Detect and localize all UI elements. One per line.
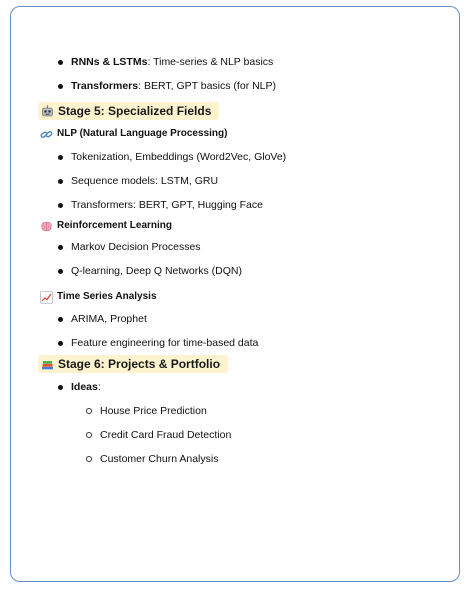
section-title: NLP (Natural Language Processing) <box>57 128 228 139</box>
bullet <box>58 317 63 322</box>
list-item-rest: : Time-series & NLP basics <box>147 56 274 68</box>
bullet <box>58 203 63 208</box>
list-item-text: Sequence models: LSTM, GRU <box>71 175 219 187</box>
section-heading-time-series <box>40 290 157 304</box>
sub-list-item-text: House Price Prediction <box>100 405 207 417</box>
list-item-text: ARIMA, Prophet <box>71 313 147 325</box>
bullet <box>58 155 63 160</box>
circle-bullet <box>86 432 92 438</box>
section-title: Reinforcement Learning <box>57 220 173 231</box>
ideas-label: Ideas <box>71 381 98 393</box>
list-item-rest: : BERT, GPT basics (for NLP) <box>138 80 277 92</box>
ideas-label-text <box>71 380 101 394</box>
sub-list-item-text: Customer Churn Analysis <box>100 453 219 465</box>
robot-icon <box>41 105 54 118</box>
bullet <box>58 269 63 274</box>
brain-icon <box>40 220 53 233</box>
bullet <box>58 84 63 89</box>
section-heading-reinforcement-learning <box>40 219 172 233</box>
circle-bullet <box>86 408 92 414</box>
stage-6-title: Stage 6: Projects & Portfolio <box>58 357 221 371</box>
bullet <box>58 385 63 390</box>
stage-5-heading <box>38 102 219 120</box>
list-item-text <box>71 79 276 93</box>
list-item-bold: Transformers <box>71 80 139 92</box>
list-item-text: Transformers: BERT, GPT, Hugging Face <box>71 199 263 211</box>
list-item-text <box>71 55 273 69</box>
chart-increasing-icon <box>40 291 53 304</box>
bullet <box>58 341 63 346</box>
bullet <box>58 245 63 250</box>
list-item-text: Tokenization, Embeddings (Word2Vec, GloVe) <box>71 151 287 163</box>
list-item-text: Feature engineering for time-based data <box>71 337 259 349</box>
link-icon <box>40 128 53 141</box>
stage-6-heading <box>38 355 228 373</box>
section-title: Time Series Analysis <box>57 291 157 302</box>
section-heading-nlp <box>40 127 227 141</box>
ideas-suffix: : <box>97 381 101 393</box>
sub-list-item-text: Credit Card Fraud Detection <box>100 429 232 441</box>
bullet <box>58 179 63 184</box>
stage-5-title: Stage 5: Specialized Fields <box>58 104 212 118</box>
list-item-text: Markov Decision Processes <box>71 241 201 253</box>
list-item-bold: RNNs & LSTMs <box>71 56 148 68</box>
list-item-text: Q-learning, Deep Q Networks (DQN) <box>71 265 242 277</box>
circle-bullet <box>86 456 92 462</box>
books-icon <box>41 358 54 371</box>
bullet <box>58 60 63 65</box>
